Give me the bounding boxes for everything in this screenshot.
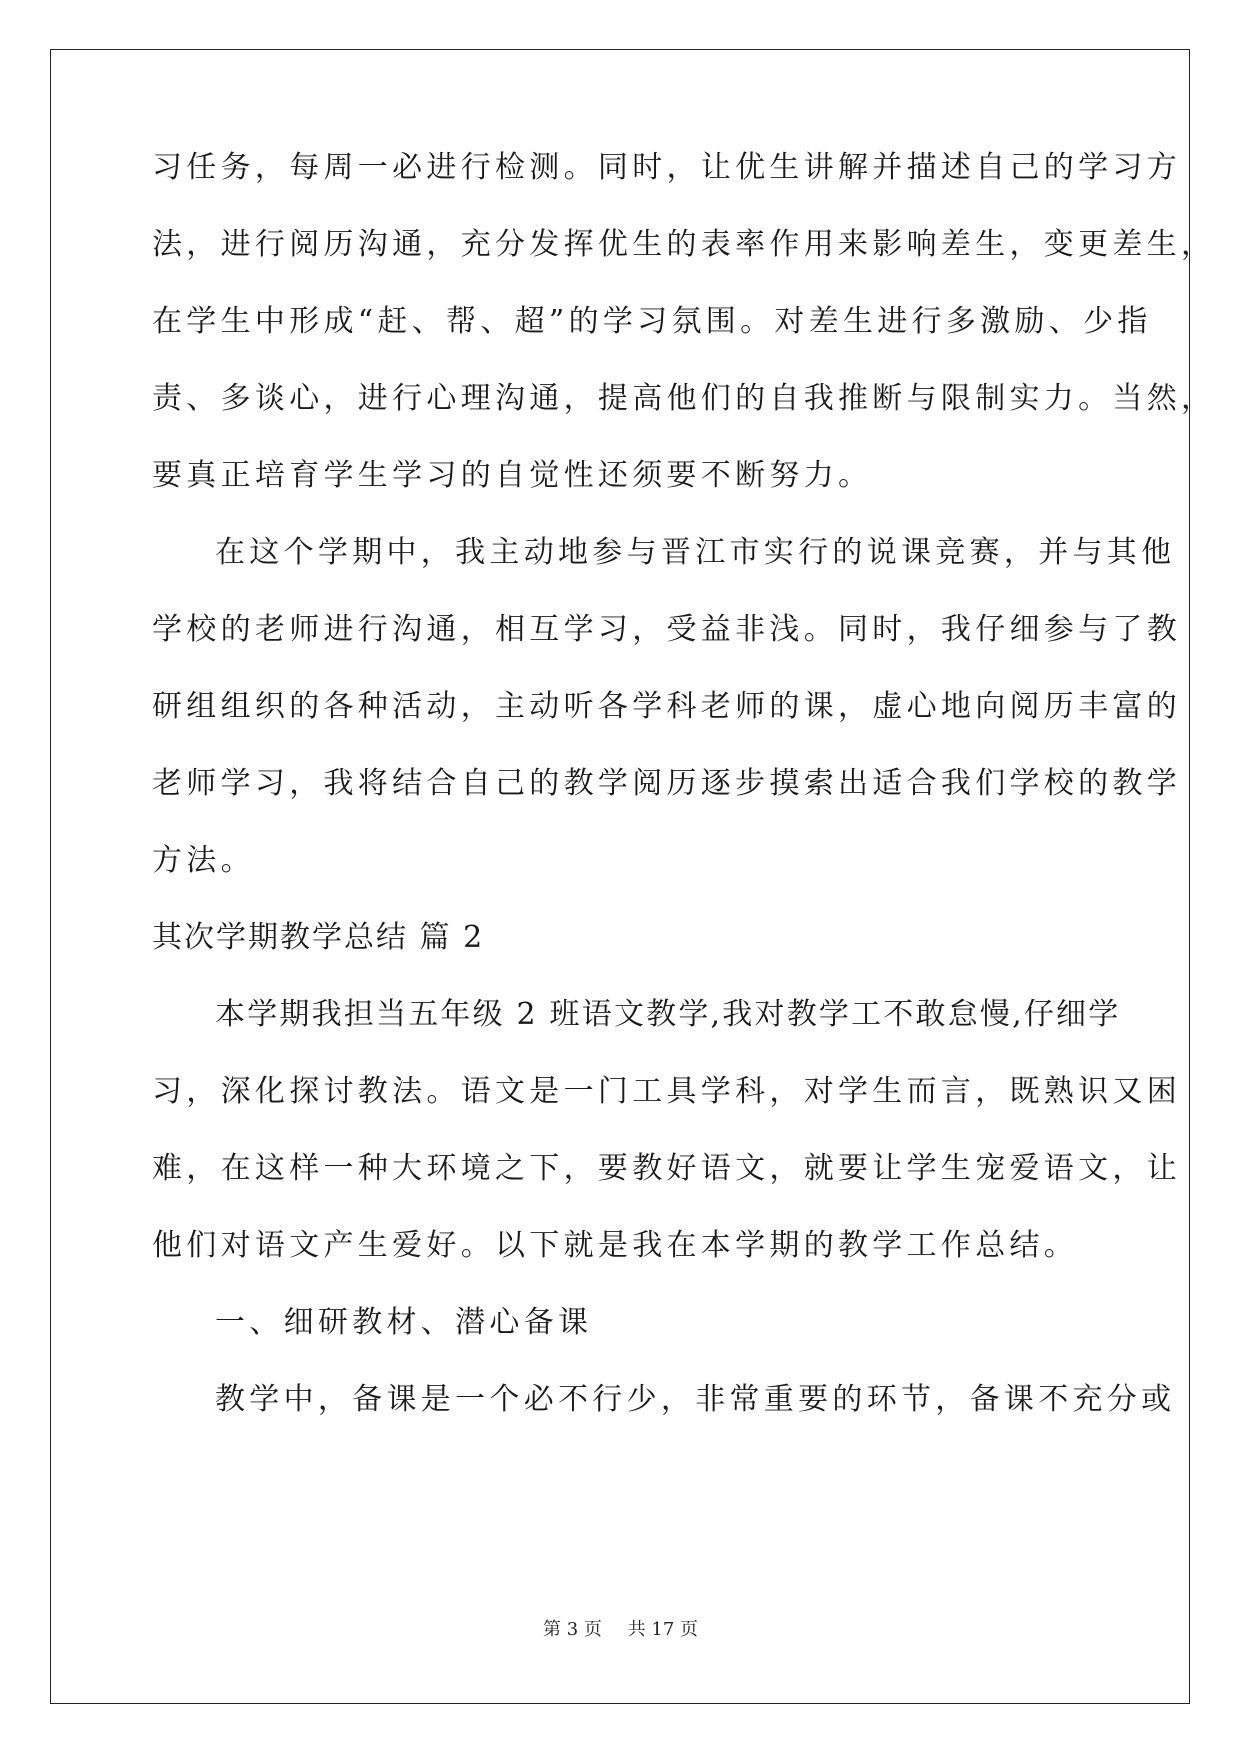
paragraph-4-line-1: 教学中，备课是一个必不行少，非常重要的环节，备课不充分或 <box>215 1382 1176 1417</box>
page-number: 第 3 页 <box>543 1619 602 1640</box>
paragraph-1-line-2: 法，进行阅历沟通，充分发挥优生的表率作用来影响差生，变更差生， <box>152 227 1216 262</box>
paragraph-1-line-3: 在学生中形成“赶、帮、超”的学习氛围。对差生进行多激励、少指 <box>152 304 1152 339</box>
paragraph-2-line-3: 研组组织的各种活动，主动听各学科老师的课，虚心地向阅历丰富的 <box>152 689 1181 724</box>
paragraph-1-line-1: 习任务，每周一必进行检测。同时，让优生讲解并描述自己的学习方 <box>152 150 1181 185</box>
paragraph-1-line-4: 责、多谈心，进行心理沟通，提高他们的自我推断与限制实力。当然， <box>152 381 1216 416</box>
paragraph-2-line-4: 老师学习，我将结合自己的教学阅历逐步摸索出适合我们学校的教学 <box>152 766 1181 801</box>
paragraph-2-line-1: 在这个学期中，我主动地参与晋江市实行的说课竞赛，并与其他 <box>215 535 1176 570</box>
paragraph-3-line-4: 他们对语文产生爱好。以下就是我在本学期的教学工作总结。 <box>152 1228 1079 1263</box>
paragraph-1-line-5: 要真正培育学生学习的自觉性还须要不断努力。 <box>152 458 873 493</box>
page-footer <box>0 1618 1241 1642</box>
paragraph-3-line-1: 本学期我担当五年级 2 班语文教学,我对教学工不敢怠慢,仔细学 <box>215 997 1121 1032</box>
paragraph-3-line-3: 难，在这样一种大环境之下，要教好语文，就要让学生宠爱语文，让 <box>152 1151 1181 1186</box>
paragraph-3-line-2: 习，深化探讨教法。语文是一门工具学科，对学生而言，既熟识又困 <box>152 1074 1181 1109</box>
paragraph-2-line-2: 学校的老师进行沟通，相互学习，受益非浅。同时，我仔细参与了教 <box>152 612 1181 647</box>
section-heading: 其次学期教学总结 篇 2 <box>152 920 485 955</box>
page-total: 共 17 页 <box>627 1619 698 1640</box>
subheading-1: 一、细研教材、潜心备课 <box>215 1305 593 1340</box>
paragraph-2-line-5: 方法。 <box>152 843 255 878</box>
